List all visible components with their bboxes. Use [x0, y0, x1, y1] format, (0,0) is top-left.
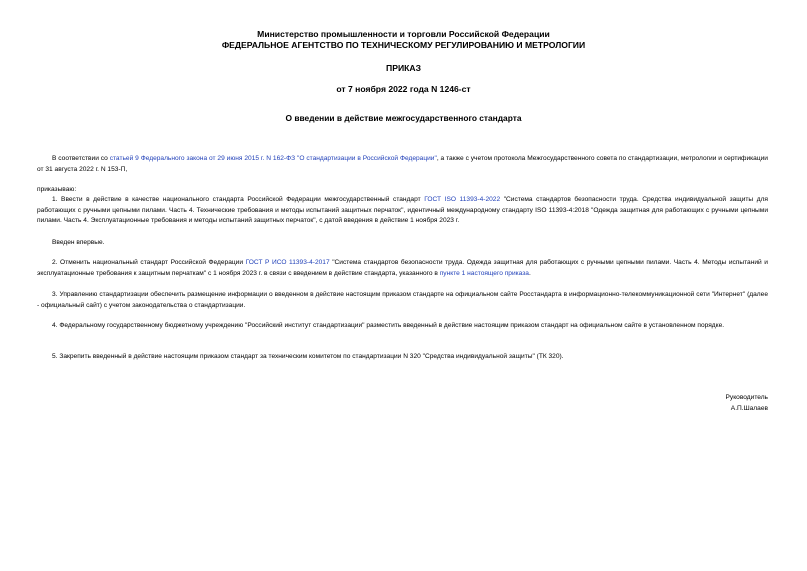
decree-word: приказываю:	[37, 186, 77, 193]
clause-2-text-before: 2. Отменить национальный стандарт Российской Федерации	[52, 259, 246, 266]
clause-2	[37, 258, 768, 279]
clause-1	[37, 195, 768, 227]
federal-law-link[interactable]: статьей 9 Федерального закона от 29 июня 2015 г. N 162-ФЗ "О стандартизации в Российской Федерации"	[109, 155, 437, 162]
introduced-first-time: Введен впервые.	[52, 239, 105, 246]
order-subject: О введении в действие межгосударственного стандарта	[285, 113, 522, 123]
clause-1-text-after: "Система стандартов безопасности труда. Средства индивидуальной защиты для работающих с ручными цепными пилами. Часть 4. Технические требования и методы испытаний защитных перчаток", идентичный международному стандарту ISO 11393-4:2018 "Одежда защитная для работающих с ручными цепными пилами. Часть 4. Эксплуатационные требования и методы испытаний защитных перчаток", с датой введения в действие 1 ноября 2023 г.	[37, 196, 768, 224]
clause-1-reference-link[interactable]: пункте 1 настоящего приказа	[439, 269, 529, 277]
gost-r-iso-link[interactable]: ГОСТ Р ИСО 11393-4-2017	[245, 259, 330, 266]
order-title: ПРИКАЗ	[386, 63, 421, 73]
intro-paragraph	[37, 154, 768, 175]
signature-name: А.П.Шалаев	[730, 405, 768, 412]
signature-title: Руководитель	[725, 394, 768, 401]
order-date: от 7 ноября 2022 года N 1246-ст	[336, 84, 471, 94]
intro-text-after: , а также с учетом протокола Межгосударственного совета по стандартизации, метрологии и сертификации от 31 августа 2022 г. N 153-П,	[37, 155, 768, 173]
agency-name: ФЕДЕРАЛЬНОЕ АГЕНТСТВО ПО ТЕХНИЧЕСКОМУ РЕГУЛИРОВАНИЮ И МЕТРОЛОГИИ	[221, 40, 586, 50]
clause-2-text-middle: "Система стандартов безопасности труда. Одежда защитная для работающих с ручными цепными пилами. Часть 4. Методы испытаний и эксплуатационные требования к защитным перчаткам" с 1 ноября 2023 г. в связи с введением в действие стандарта, указанного в	[37, 259, 768, 277]
intro-text-before: В соответствии со	[52, 155, 110, 162]
clause-2-text-end: .	[528, 269, 531, 277]
clause-4: 4. Федеральному государственному бюджетному учреждению "Российский институт стандартизации" разместить введенный в действие настоящим приказом стандарт на официальном сайте в установленном порядке.	[52, 322, 725, 329]
clause-3: 3. Управлению стандартизации обеспечить размещение информации о введенном в действие настоящим приказом стандарте на официальном сайте Росстандарта в информационно-телекоммуникационной сети "Интернет" (далее - официальный сайт) с учетом законодательства о стандартизации.	[37, 291, 768, 309]
gost-iso-link[interactable]: ГОСТ ISO 11393-4-2022	[424, 196, 501, 203]
ministry-name: Министерство промышленности и торговли Российской Федерации	[257, 29, 550, 39]
clause-1-text-before: 1. Ввести в действие в качестве национального стандарта Российской Федерации межгосударственный стандарт	[52, 196, 425, 203]
clause-5: 5. Закрепить введенный в действие настоящим приказом стандарт за техническим комитетом по стандартизации N 320 "Средства индивидуальной защиты" (ТК 320).	[52, 353, 564, 360]
